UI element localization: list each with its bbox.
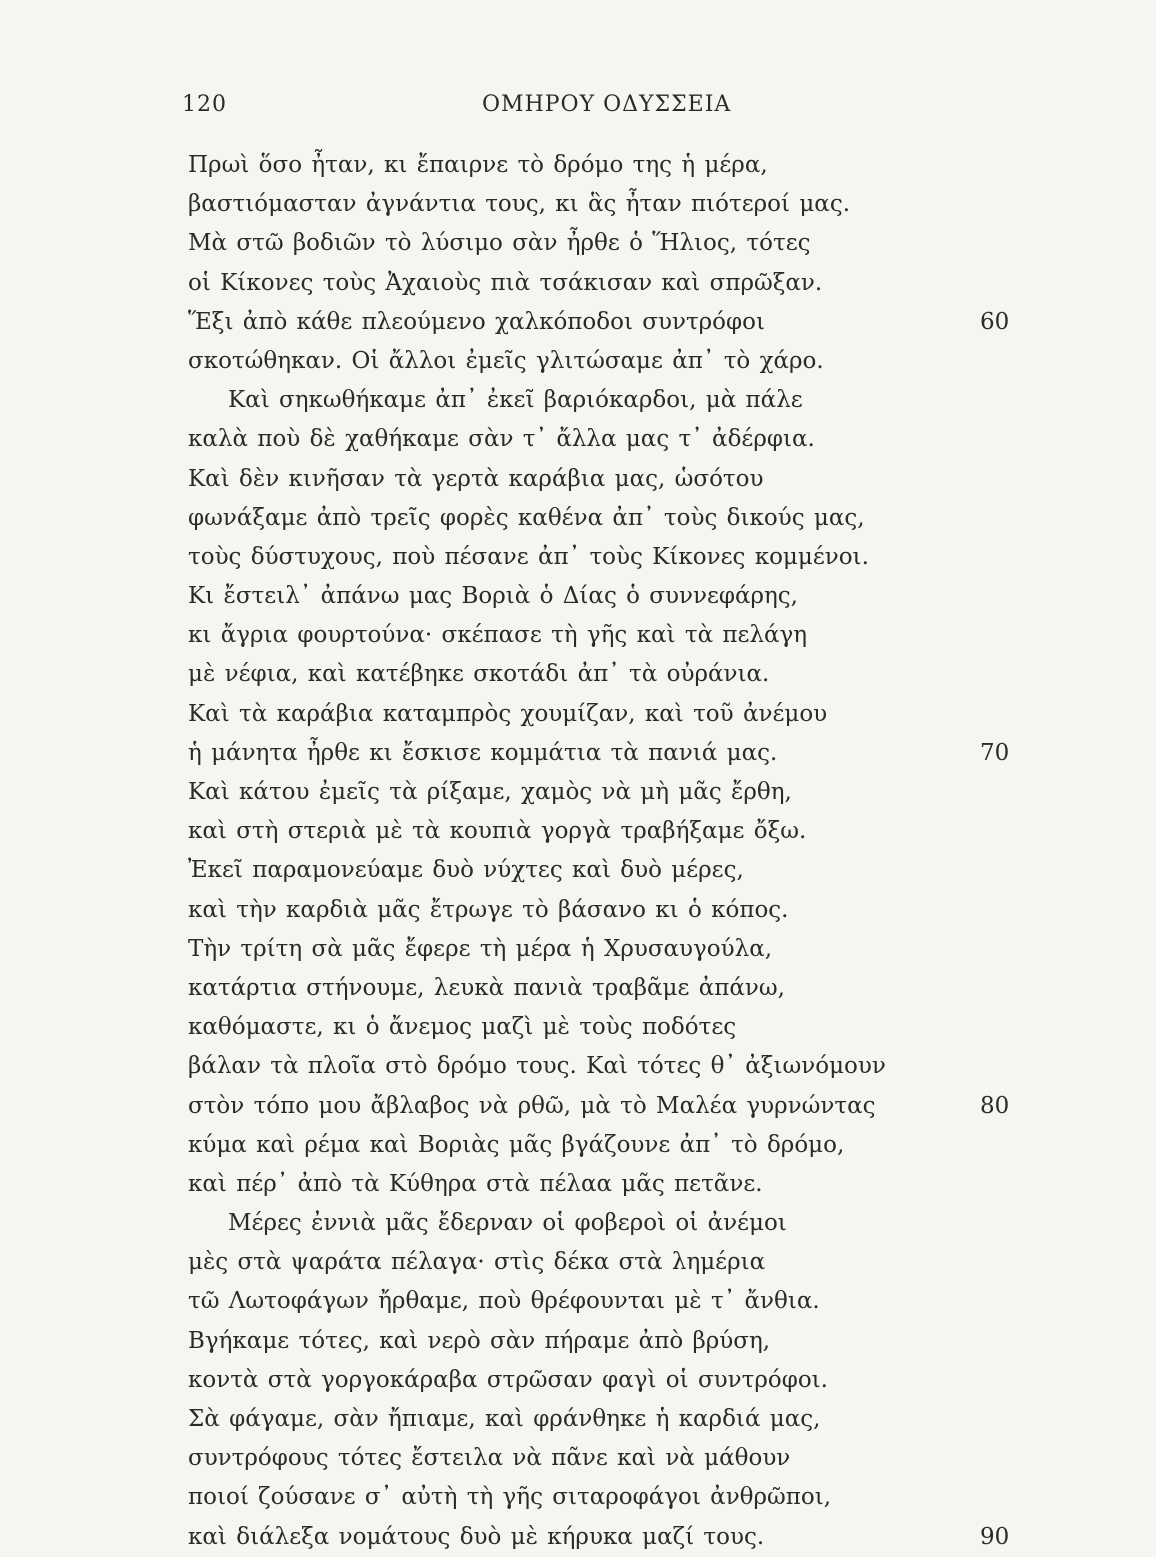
verse-line: Καὶ δὲν κινῆσαν τὰ γερτὰ καράβια μας, ὡσότου [188,465,764,492]
verse-line: Καὶ σηκωθήκαμε ἀπ᾽ ἐκεῖ βαριόκαρδοι, μὰ πάλε [228,387,803,414]
verse-line: βάλαν τὰ πλοῖα στὸ δρόμο τους. Καὶ τότες θ᾽ ἀξιωνόμουν [188,1053,886,1080]
verse-line: καθόμαστε, κι ὁ ἄνεμος μαζὶ μὲ τοὺς ποδότες [188,1014,737,1041]
line-number: 70 [980,740,1010,766]
verse-line: ποιοί ζούσανε σ᾽ αὐτὴ τὴ γῆς σιταροφάγοι ἀνθρῶποι, [188,1484,832,1511]
page-header [182,92,962,128]
line-number: 80 [980,1092,1010,1119]
verse-line: τῶ Λωτοφάγων ἤρθαμε, ποὺ θρέφουνται μὲ τ᾽ ἄνθια. [188,1288,820,1315]
verse-line: κοντὰ στὰ γοργοκάραβα στρῶσαν φαγὶ οἱ συντρόφοι. [188,1366,828,1393]
verse-line: Μέρες ἐννιὰ μᾶς ἔδερναν οἱ φοβεροὶ οἱ ἀνέμοι [228,1210,787,1237]
page-number: 120 [182,92,227,117]
verse-line: καὶ στὴ στεριὰ μὲ τὰ κουπιὰ γοργὰ τραβήξαμε ὄξω. [188,818,807,845]
verse-line: κύμα καὶ ρέμα καὶ Βοριὰς μᾶς βγάζουνε ἀπ᾽ τὸ δρόμο, [188,1131,845,1158]
line-number: 60 [980,308,1010,335]
verse-line: ἡ μάνητα ἦρθε κι ἔσκισε κομμάτια τὰ πανιά μας. [188,739,778,766]
verse-line: κατάρτια στήνουμε, λευκὰ πανιὰ τραβᾶμε ἀπάνω, [188,974,785,1001]
verse-line: Μὰ στῶ βοδιῶν τὸ λύσιμο σὰν ἦρθε ὁ Ἥλιος, τότες [188,230,811,257]
verse-line: Καὶ κάτου ἐμεῖς τὰ ρίξαμε, χαμὸς νὰ μὴ μᾶς ἔρθη, [188,779,792,805]
verse-line: κι ἄγρια φουρτούνα· σκέπασε τὴ γῆς καὶ τὰ πελάγη [188,622,808,649]
verse-line: καλὰ ποὺ δὲ χαθήκαμε σὰν τ᾽ ἄλλα μας τ᾽ ἀδέρφια. [188,426,815,453]
verse-line: καὶ διάλεξα νομάτους δυὸ μὲ κήρυκα μαζί τους. [188,1523,765,1550]
verse-line: βαστιόμασταν ἀγνάντια τους, κι ἃς ἦταν πιότεροί μας. [188,191,851,218]
verse-line: μὲ νέφια, καὶ κατέβηκε σκοτάδι ἀπ᾽ τὰ οὐράνια. [188,661,770,688]
verse-line: καὶ πέρ᾽ ἀπὸ τὰ Κύθηρα στὰ πέλαα μᾶς πετᾶνε. [188,1170,763,1197]
verse-line: Καὶ τὰ καράβια καταμπρὸς χουμίζαν, καὶ τοῦ ἀνέμου [188,700,828,727]
verse-line: Βγήκαμε τότες, καὶ νερὸ σὰν πήραμε ἀπὸ βρύση, [188,1327,771,1354]
verse-text-block [188,146,968,1557]
verse-line: τοὺς δύστυχους, ποὺ πέσανε ἀπ᾽ τοὺς Κίκονες κομμένοι. [188,543,869,570]
verse-line: οἱ Κίκονες τοὺς Ἀχαιοὺς πιὰ τσάκισαν καὶ σπρῶξαν. [188,269,823,296]
running-title: ΟΜΗΡΟΥ ΟΔΥΣΣΕΙΑ [482,92,732,117]
line-number: 90 [980,1524,1010,1550]
verse-line: στὸν τόπο μου ἄβλαβος νὰ ρθῶ, μὰ τὸ Μαλέα γυρνώντας [188,1092,876,1119]
verse-line: συντρόφους τότες ἔστειλα νὰ πᾶνε καὶ νὰ μάθουν [188,1445,791,1472]
verse-line: φωνάξαμε ἀπὸ τρεῖς φορὲς καθένα ἀπ᾽ τοὺς δικούς μας, [188,504,865,531]
verse-line: Σὰ φάγαμε, σὰν ἤπιαμε, καὶ φράνθηκε ἡ καρδιά μας, [188,1406,821,1432]
verse-line: Τὴν τρίτη σὰ μᾶς ἔφερε τὴ μέρα ἡ Χρυσαυγούλα, [188,935,773,962]
verse-line: σκοτώθηκαν. Οἱ ἄλλοι ἐμεῖς γλιτώσαμε ἀπ᾽ τὸ χάρο. [188,347,824,374]
verse-line: Πρωὶ ὅσο ἦταν, κι ἔπαιρνε τὸ δρόμο της ἡ μέρα, [188,152,768,178]
verse-line: μὲς στὰ ψαράτα πέλαγα· στὶς δέκα στὰ λημέρια [188,1249,766,1276]
verse-line: Ἐκεῖ παραμονεύαμε δυὸ νύχτες καὶ δυὸ μέρες, [188,857,744,884]
verse-line: καὶ τὴν καρδιὰ μᾶς ἔτρωγε τὸ βάσανο κι ὁ κόπος. [188,896,789,923]
verse-line: Κι ἔστειλ᾽ ἀπάνω μας Βοριὰ ὁ Δίας ὁ συννεφάρης, [188,583,798,610]
verse-line: Ἕξι ἀπὸ κάθε πλεούμενο χαλκόποδοι συντρόφοι [188,308,766,335]
